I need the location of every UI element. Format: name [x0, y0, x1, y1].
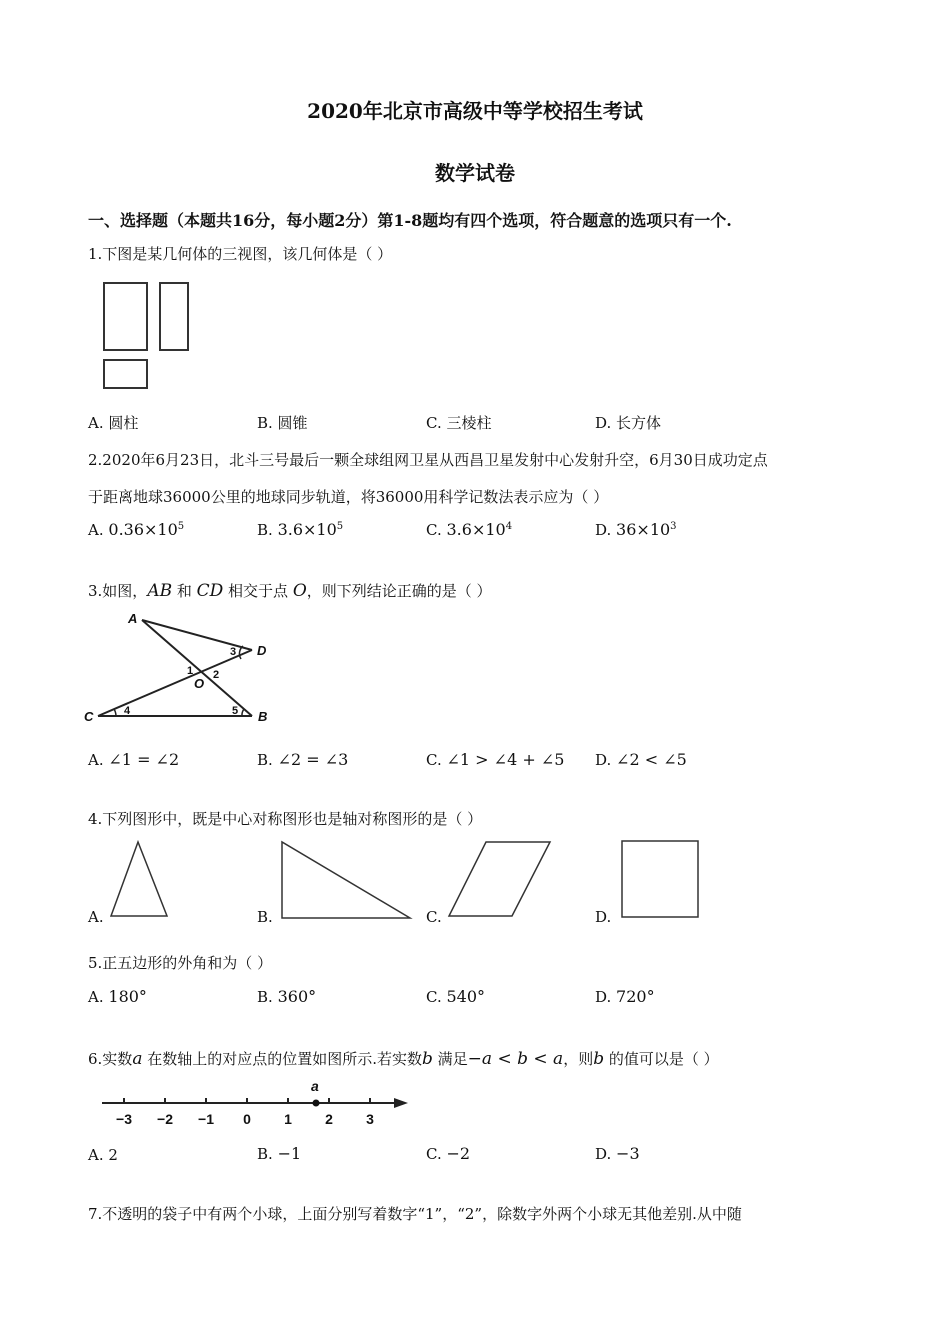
- angle-label-2: 2: [213, 669, 220, 681]
- q3-option-d-expr: ∠2 < ∠5: [616, 750, 687, 769]
- q6-stem: [88, 1048, 719, 1069]
- q5-option-d-letter: D.: [595, 988, 612, 1006]
- q3-segment-cd: CD: [196, 581, 224, 601]
- number-line-arrow-icon: [394, 1098, 408, 1108]
- exam-title: 2020年北京市高级中等学校招生考试: [307, 99, 643, 123]
- q3-point-o: O: [292, 581, 307, 601]
- q4-option-c[interactable]: C.: [426, 908, 442, 926]
- point-a-label: a: [311, 1078, 319, 1094]
- q3-stem-part: 和: [172, 582, 197, 600]
- section-heading: 一、选择题（本题共16分，每小题2分）第1-8题均有四个选项，符合题意的选项只有一个.: [88, 211, 732, 230]
- q5-option-c[interactable]: [426, 987, 485, 1006]
- parallelogram: [449, 842, 550, 916]
- q3-option-d-letter: D.: [595, 751, 612, 769]
- q6-var-b: b: [593, 1049, 605, 1069]
- square: [622, 841, 698, 917]
- q3-stem: [88, 580, 492, 601]
- q5-option-d[interactable]: [595, 987, 655, 1006]
- q6-option-c-letter: C.: [426, 1145, 442, 1163]
- q6-option-c-value: −2: [446, 1144, 471, 1163]
- point-a-dot: [313, 1100, 320, 1107]
- q2-option-a-exp: 5: [177, 521, 185, 532]
- q5-option-c-value: 540°: [446, 987, 486, 1006]
- q1-stem: 1.下图是某几何体的三视图，该几何体是（ ）: [88, 245, 393, 263]
- label-c: C: [84, 709, 94, 724]
- q5-option-d-value: 720°: [616, 987, 655, 1006]
- q6-stem-part: 满足: [432, 1050, 468, 1068]
- q6-option-a[interactable]: A. 2: [88, 1146, 118, 1164]
- q1-option-d[interactable]: D. 长方体: [595, 414, 662, 432]
- tick-label-neg2: −2: [157, 1111, 173, 1127]
- label-o: O: [194, 676, 205, 691]
- q4-square-shape: [619, 838, 701, 920]
- angle-label-5: 5: [232, 705, 239, 717]
- right-triangle: [282, 842, 410, 918]
- q3-segment-ab: AB: [147, 581, 173, 601]
- q2-option-c-base: 3.6×10: [446, 520, 506, 539]
- q2-stem-line2: 于距离地球36000公里的地球同步轨道，将36000用科学记数法表示应为（ ）: [88, 488, 609, 506]
- q4-option-a[interactable]: A.: [88, 908, 104, 926]
- q5-option-b[interactable]: [257, 987, 316, 1006]
- q3-option-c-expr: ∠1 > ∠4 + ∠5: [446, 750, 565, 769]
- q6-option-d-letter: D.: [595, 1145, 612, 1163]
- q4-stem: 4.下列图形中，既是中心对称图形也是轴对称图形的是（ ）: [88, 810, 483, 828]
- q4-triangle-shape: [108, 838, 172, 920]
- angle-label-3: 3: [230, 646, 237, 658]
- segment-cd: [98, 650, 252, 716]
- tick-label-1: 1: [284, 1111, 292, 1127]
- q2-option-b[interactable]: [257, 520, 343, 539]
- label-b: B: [258, 709, 268, 724]
- q6-option-b[interactable]: [257, 1144, 301, 1163]
- angle-4-arc: [114, 709, 116, 716]
- q1-three-views-figure: [100, 280, 200, 392]
- q3-stem-part: ，则下列结论正确的是（ ）: [306, 582, 492, 600]
- q3-option-d[interactable]: [595, 750, 687, 769]
- q1-option-b[interactable]: B. 圆锥: [257, 414, 308, 432]
- q4-parallelogram-shape: [446, 838, 554, 920]
- tick-label-2: 2: [325, 1111, 333, 1127]
- q2-option-b-exp: 5: [336, 521, 344, 532]
- q3-option-b-expr: ∠2 = ∠3: [277, 750, 349, 769]
- tick-label-3: 3: [366, 1111, 374, 1127]
- q6-option-d[interactable]: [595, 1144, 640, 1163]
- q2-option-d-base: 36×10: [616, 520, 671, 539]
- side-view: [160, 283, 188, 350]
- q3-option-a-letter: A.: [88, 751, 104, 769]
- q3-intersecting-lines-figure: [80, 608, 280, 728]
- q5-option-a[interactable]: [88, 987, 147, 1006]
- label-a: A: [128, 611, 138, 626]
- angle-5-arc: [242, 709, 244, 716]
- angle-label-1: 1: [187, 665, 194, 677]
- q6-option-b-letter: B.: [257, 1145, 273, 1163]
- q4-right-triangle-shape: [278, 838, 416, 922]
- q3-option-a-expr: ∠1 = ∠2: [108, 750, 180, 769]
- q7-stem: 7.不透明的袋子中有两个小球，上面分别写着数字“1”，“2”，除数字外两个小球无其他差别.从中随: [88, 1205, 742, 1223]
- q5-option-b-letter: B.: [257, 988, 273, 1006]
- q3-option-c-letter: C.: [426, 751, 442, 769]
- q6-option-c[interactable]: [426, 1144, 470, 1163]
- q2-option-a-letter: A.: [88, 521, 104, 539]
- q2-option-d-exp: 3: [670, 521, 677, 532]
- q2-option-d[interactable]: [595, 520, 677, 539]
- isosceles-triangle: [111, 842, 167, 916]
- q1-option-a[interactable]: A. 圆柱: [88, 414, 139, 432]
- q2-option-c-letter: C.: [426, 521, 442, 539]
- q6-stem-part: 在数轴上的对应点的位置如图所示.若实数: [142, 1050, 422, 1068]
- q6-stem-part: 的值可以是（ ）: [604, 1050, 719, 1068]
- q1-option-c[interactable]: C. 三棱柱: [426, 414, 492, 432]
- tick-label-neg1: −1: [198, 1111, 214, 1127]
- q3-option-b-letter: B.: [257, 751, 273, 769]
- q2-option-d-letter: D.: [595, 521, 612, 539]
- label-d: D: [257, 643, 267, 658]
- q3-stem-part: 3.如图，: [88, 582, 148, 600]
- exam-subtitle: 数学试卷: [435, 161, 515, 185]
- tick-label-neg3: −3: [116, 1111, 132, 1127]
- q6-stem-part: 6.实数: [88, 1050, 133, 1068]
- tick-label-0: 0: [243, 1111, 251, 1127]
- q2-option-b-letter: B.: [257, 521, 273, 539]
- top-view: [104, 360, 147, 388]
- angle-label-4: 4: [124, 705, 131, 717]
- q2-option-c-exp: 4: [505, 521, 513, 532]
- q6-option-d-value: −3: [616, 1144, 640, 1163]
- q5-option-a-value: 180°: [108, 987, 147, 1006]
- q6-var-b: b: [422, 1049, 433, 1069]
- q2-option-b-base: 3.6×10: [277, 520, 337, 539]
- q2-stem-line1: 2.2020年6月23日，北斗三号最后一颗全球组网卫星从西昌卫星发射中心发射升空，6月30日成功定点: [88, 451, 768, 469]
- q5-option-b-value: 360°: [277, 987, 317, 1006]
- front-view: [104, 283, 147, 350]
- q2-option-a-base: 0.36×10: [108, 520, 178, 539]
- q3-option-c[interactable]: [426, 750, 564, 769]
- q3-option-a[interactable]: [88, 750, 179, 769]
- q6-number-line-figure: [98, 1074, 418, 1130]
- q5-option-c-letter: C.: [426, 988, 442, 1006]
- q2-option-c[interactable]: [426, 520, 512, 539]
- q3-option-b[interactable]: [257, 750, 348, 769]
- q5-option-a-letter: A.: [88, 988, 104, 1006]
- q4-option-b[interactable]: B.: [257, 908, 273, 926]
- q5-stem: 5.正五边形的外角和为（ ）: [88, 954, 273, 972]
- q3-stem-part: 相交于点: [223, 582, 293, 600]
- q6-option-b-value: −1: [277, 1144, 302, 1163]
- q6-var-a: a: [132, 1049, 143, 1069]
- q4-option-d[interactable]: D.: [595, 908, 612, 926]
- q6-inequality: −a < b < a: [467, 1049, 564, 1069]
- q6-stem-part: ，则: [563, 1050, 594, 1068]
- q2-option-a[interactable]: [88, 520, 184, 539]
